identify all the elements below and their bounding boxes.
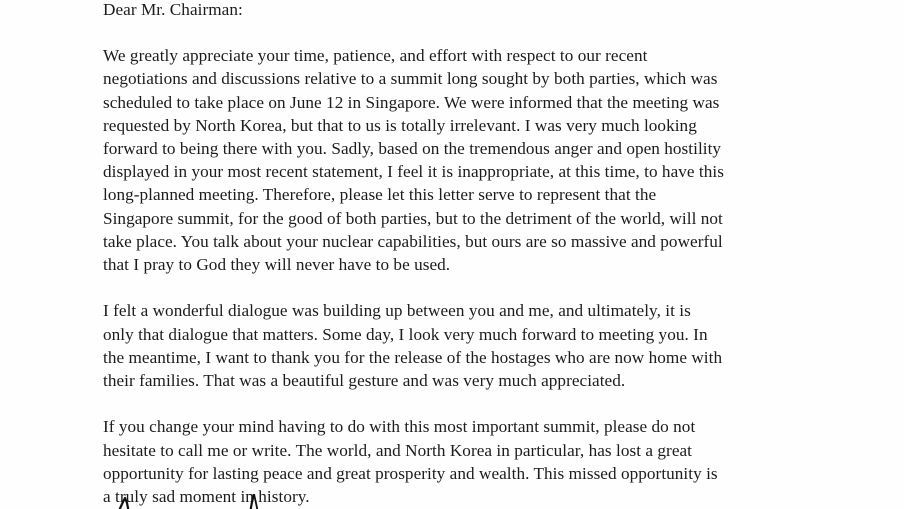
paragraph-line: only that dialogue that matters. Some day, I look very much forward to meeting you. In [103, 324, 708, 344]
paragraph-line: scheduled to take place on June 12 in Singapore. We were informed that the meeting was [103, 92, 720, 112]
paragraph-line: long-planned meeting. Therefore, please let this letter serve to represent that the [103, 185, 657, 205]
paragraph-line: Singapore summit, for the good of both parties, but to the detriment of the world, will not [103, 208, 723, 228]
salutation: Dear Mr. Chairman: [103, 0, 243, 19]
paragraph-line: take place. You talk about your nuclear capabilities, but ours are so massive and powerful [103, 231, 723, 251]
paragraph-line: negotiations and discussions relative to a summit long sought by both parties, which was [103, 69, 718, 89]
paragraph-line: I felt a wonderful dialogue was building up between you and me, and ultimately, it is [103, 301, 691, 321]
paragraph-line: If you change your mind having to do with this most important summit, please do not [103, 417, 696, 437]
signature-mark [104, 494, 274, 509]
paragraph-1 [103, 44, 893, 276]
paragraph-line: displayed in your most recent statement, I feel it is inappropriate, at this time, to have this [103, 162, 724, 182]
paragraph-line: forward to being there with you. Sadly, based on the tremendous anger and open hostility [103, 139, 722, 159]
paragraph-line: that I pray to God they will never have to be used. [103, 255, 451, 275]
paragraph-line: the meantime, I want to thank you for the release of the hostages who are now home with [103, 347, 723, 367]
paragraph-line: hesitate to call me or write. The world, and North Korea in particular, has lost a great [103, 440, 692, 460]
letter-body [103, 0, 893, 509]
signature-stroke-icon [104, 494, 274, 509]
paragraph-2 [103, 299, 893, 392]
paragraph-line: a truly sad moment in history. [103, 487, 310, 507]
paragraph-line: opportunity for lasting peace and great prosperity and wealth. This missed opportunity is [103, 463, 718, 483]
paragraph-line: We greatly appreciate your time, patience, and effort with respect to our recent [103, 46, 648, 66]
paragraph-line: requested by North Korea, but that to us is totally irrelevant. I was very much looking [103, 115, 697, 135]
paragraph-line: their families. That was a beautiful gesture and was very much appreciated. [103, 371, 626, 391]
